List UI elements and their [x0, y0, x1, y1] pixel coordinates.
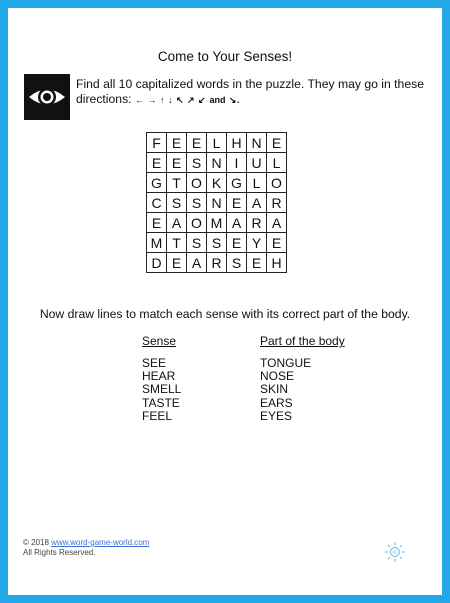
- instructions-line-1: Find all 10 capitalized words in the puzzle. They may go in these: [76, 77, 424, 91]
- grid-cell: E: [227, 193, 247, 213]
- grid-cell: E: [167, 153, 187, 173]
- directions-label: directions:: [76, 92, 132, 106]
- sense-item: SEE: [142, 356, 167, 370]
- sense-item: FEEL: [142, 408, 173, 423]
- grid-cell: A: [227, 213, 247, 233]
- grid-cell: N: [207, 193, 227, 213]
- grid-cell: S: [207, 233, 227, 253]
- grid-cell: H: [267, 253, 287, 273]
- body-part-item: EYES: [260, 408, 293, 423]
- footer: [23, 538, 149, 558]
- grid-cell: T: [167, 233, 187, 253]
- instructions-line-2: [76, 92, 436, 108]
- word-search-grid: [146, 132, 287, 273]
- sense-item: TASTE: [142, 395, 180, 410]
- grid-cell: S: [167, 193, 187, 213]
- rights-text: All Rights Reserved.: [23, 548, 96, 557]
- grid-cell: F: [147, 133, 167, 153]
- grid-cell: S: [187, 233, 207, 253]
- grid-row: [147, 233, 287, 253]
- grid-cell: K: [207, 173, 227, 193]
- and-text: and: [209, 95, 226, 105]
- grid-cell: O: [187, 213, 207, 233]
- grid-row: [147, 253, 287, 273]
- grid-cell: L: [207, 133, 227, 153]
- grid-cell: E: [147, 153, 167, 173]
- grid-row: [147, 153, 287, 173]
- grid-cell: E: [227, 233, 247, 253]
- grid-cell: A: [187, 253, 207, 273]
- grid-cell: R: [267, 193, 287, 213]
- grid-row: [147, 213, 287, 233]
- grid-cell: I: [227, 153, 247, 173]
- copyright-text: © 2018: [23, 538, 49, 547]
- grid-cell: A: [167, 213, 187, 233]
- grid-cell: L: [247, 173, 267, 193]
- grid-cell: M: [207, 213, 227, 233]
- body-part-item: NOSE: [260, 369, 295, 384]
- grid-cell: G: [227, 173, 247, 193]
- grid-cell: N: [207, 153, 227, 173]
- grid-cell: R: [207, 253, 227, 273]
- grid-cell: S: [187, 153, 207, 173]
- grid-row: [147, 193, 287, 213]
- website-link[interactable]: www.word-game-world.com: [51, 538, 150, 547]
- grid-cell: A: [267, 213, 287, 233]
- grid-cell: C: [147, 193, 167, 213]
- grid-row: [147, 173, 287, 193]
- sense-column: [142, 334, 181, 423]
- grid-cell: E: [267, 233, 287, 253]
- grid-cell: E: [147, 213, 167, 233]
- grid-cell: S: [187, 193, 207, 213]
- grid-cell: O: [267, 173, 287, 193]
- sense-header: Sense: [142, 334, 177, 348]
- last-direction-arrow: ↘.: [228, 95, 240, 105]
- body-part-item: EARS: [260, 395, 293, 410]
- puzzle-instructions: [76, 77, 436, 108]
- grid-cell: M: [147, 233, 167, 253]
- grid-cell: Y: [247, 233, 267, 253]
- sense-item: SMELL: [142, 382, 182, 397]
- worksheet-page: [8, 8, 442, 595]
- grid-cell: E: [247, 253, 267, 273]
- grid-cell: E: [167, 253, 187, 273]
- grid-cell: O: [187, 173, 207, 193]
- grid-cell: S: [227, 253, 247, 273]
- body-part-item: SKIN: [260, 382, 289, 397]
- grid-cell: L: [267, 153, 287, 173]
- grid-cell: H: [227, 133, 247, 153]
- grid-cell: E: [187, 133, 207, 153]
- page-title: Come to Your Senses!: [157, 49, 293, 64]
- eye-icon: [24, 74, 70, 120]
- sun-logo-icon: [384, 541, 406, 563]
- grid-cell: R: [247, 213, 267, 233]
- sense-item: HEAR: [142, 369, 176, 384]
- grid-cell: E: [167, 133, 187, 153]
- grid-cell: T: [167, 173, 187, 193]
- body-part-header: Part of the body: [260, 334, 345, 348]
- direction-arrows: ← → ↑ ↓ ↖ ↗ ↙: [134, 95, 207, 105]
- body-part-item: TONGUE: [260, 356, 312, 370]
- grid-cell: G: [147, 173, 167, 193]
- grid-cell: N: [247, 133, 267, 153]
- grid-cell: D: [147, 253, 167, 273]
- matching-instructions: Now draw lines to match each sense with its correct part of the body.: [39, 307, 411, 321]
- grid-cell: E: [267, 133, 287, 153]
- grid-cell: U: [247, 153, 267, 173]
- body-part-column: [260, 334, 345, 423]
- grid-cell: A: [247, 193, 267, 213]
- grid-row: [147, 133, 287, 153]
